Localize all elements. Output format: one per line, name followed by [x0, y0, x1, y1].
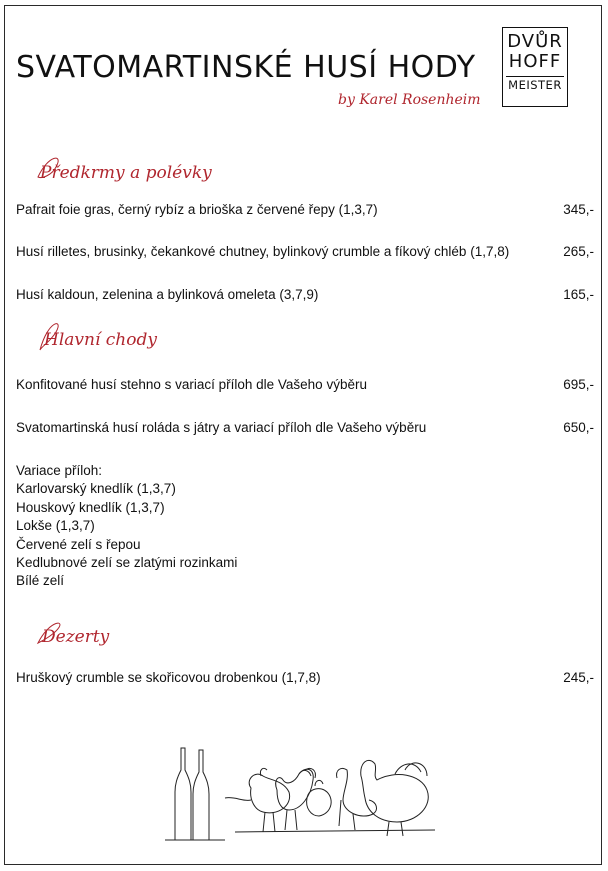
chef-byline: by Karel Rosenheim: [338, 92, 481, 108]
menu-item-price: 265,-: [563, 244, 594, 259]
logo-line-3: MEISTER: [506, 76, 564, 93]
menu-item-price: 650,-: [563, 420, 594, 435]
variant-item: Kedlubnové zelí se zlatými rozinkami: [16, 555, 238, 571]
menu-item-name: Husí rilletes, brusinky, čekankové chutney, bylinkový crumble a fíkový chléb (1,7,8): [16, 244, 510, 259]
section-title-starters: Předkrmy a polévky: [40, 163, 212, 183]
logo-line-2: HOFF: [508, 51, 562, 72]
menu-item-name: Hruškový crumble se skořicovou drobenkou (1,7,8): [16, 670, 321, 685]
swash-ornament-icon: [38, 316, 98, 356]
goose-icon: [337, 768, 377, 816]
variant-item: Houskový knedlík (1,3,7): [16, 499, 165, 515]
variant-item: Červené zelí s řepou: [16, 536, 141, 552]
menu-item-price: 345,-: [563, 202, 594, 217]
variant-item: Bílé zelí: [16, 573, 65, 589]
turkey-icon: [361, 760, 429, 822]
section-title-desserts: Dezerty: [42, 627, 109, 647]
restaurant-logo: [502, 27, 568, 107]
menu-title: SVATOMARTINSKÉ HUSÍ HODY: [16, 50, 476, 85]
swash-ornament-icon: [36, 613, 96, 653]
wine-bottle-icon: [175, 748, 191, 840]
wine-bottle-icon: [193, 750, 209, 840]
duck-icon: [307, 789, 332, 816]
section-title-main-courses: Hlavní chody: [44, 330, 157, 350]
logo-line-1: DVŮR: [507, 31, 563, 52]
variants-heading: Variace příloh:: [16, 463, 103, 478]
variant-item: Lokše (1,3,7): [16, 518, 95, 534]
menu-item-name: Svatomartinská husí roláda s játry a variací příloh dle Vašeho výběru: [16, 420, 427, 435]
menu-item-price: 695,-: [563, 377, 594, 392]
variant-item: Karlovarský knedlík (1,3,7): [16, 481, 176, 497]
menu-item-name: Konfitované husí stehno s variací příloh dle Vašeho výběru: [16, 377, 367, 392]
menu-item-price: 245,-: [563, 670, 594, 685]
menu-item-name: Husí kaldoun, zelenina a bylinková omeleta (3,7,9): [16, 287, 319, 302]
rooster-icon: [276, 769, 314, 810]
swash-ornament-icon: [34, 149, 94, 189]
side-dish-variants: [16, 462, 237, 591]
menu-item-price: 165,-: [563, 287, 594, 302]
bottles-and-poultry-illustration: [165, 740, 435, 842]
menu-item-name: Pafrait foie gras, černý rybíz a brioška z červené řepy (1,3,7): [16, 202, 378, 217]
